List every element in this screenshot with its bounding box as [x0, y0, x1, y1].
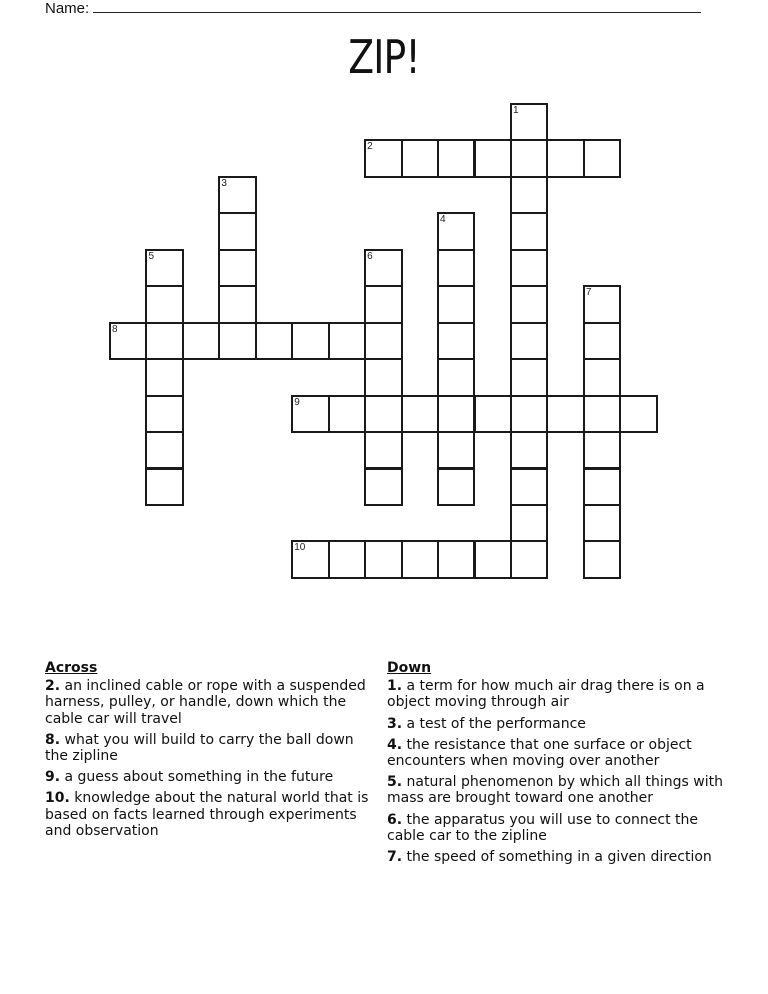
clue-text: the resistance that one surface or object encounters when moving over another: [387, 736, 692, 770]
grid-cell[interactable]: [145, 358, 183, 396]
grid-cell[interactable]: [583, 468, 621, 506]
clue-down-7: [387, 849, 732, 865]
grid-cell[interactable]: [218, 322, 256, 360]
grid-cell[interactable]: [437, 139, 475, 177]
grid-cell[interactable]: [510, 322, 548, 360]
grid-cell[interactable]: [364, 395, 402, 433]
grid-cell[interactable]: [328, 322, 366, 360]
grid-cell[interactable]: [546, 139, 584, 177]
cell-number: 6: [367, 250, 373, 262]
clue-across-2: [45, 678, 380, 727]
grid-cell[interactable]: [474, 395, 512, 433]
grid-cell[interactable]: [218, 212, 256, 250]
grid-cell[interactable]: [145, 431, 183, 469]
grid-cell[interactable]: [583, 395, 621, 433]
grid-cell[interactable]: [145, 395, 183, 433]
clue-down-6: [387, 812, 732, 844]
clue-text: the apparatus you will use to connect the cable car to the zipline: [387, 811, 699, 844]
grid-cell[interactable]: [364, 139, 402, 177]
grid-cell[interactable]: [145, 468, 183, 506]
grid-cell[interactable]: [474, 139, 512, 177]
grid-cell[interactable]: [583, 285, 621, 323]
clue-text: a guess about something in the future: [64, 769, 334, 786]
grid-cell[interactable]: [583, 540, 621, 578]
grid-cell[interactable]: [437, 540, 475, 578]
grid-cell[interactable]: [510, 103, 548, 141]
grid-cell[interactable]: [546, 395, 584, 433]
grid-cell[interactable]: [583, 139, 621, 177]
down-heading: Down: [387, 660, 432, 676]
grid-cell[interactable]: [510, 358, 548, 396]
clue-down-5: [387, 774, 732, 806]
grid-cell[interactable]: [583, 504, 621, 542]
grid-cell[interactable]: [291, 540, 329, 578]
grid-cell[interactable]: [364, 431, 402, 469]
grid-cell[interactable]: [401, 139, 439, 177]
grid-cell[interactable]: [364, 322, 402, 360]
clue-down-1: [387, 678, 732, 710]
page-title: ZIP!: [348, 30, 420, 84]
clue-text: a term for how much air drag there is on a object moving through air: [387, 678, 705, 711]
grid-cell[interactable]: [583, 358, 621, 396]
clue-number: 3.: [387, 715, 403, 732]
clue-number: 8.: [45, 731, 61, 748]
grid-cell[interactable]: [291, 322, 329, 360]
grid-cell[interactable]: [364, 468, 402, 506]
grid-cell[interactable]: [291, 395, 329, 433]
grid-cell[interactable]: [510, 395, 548, 433]
clue-number: 2.: [45, 678, 61, 695]
clue-across-8: [45, 732, 380, 764]
grid-cell[interactable]: [182, 322, 220, 360]
clue-text: a test of the performance: [406, 715, 586, 732]
grid-cell[interactable]: [619, 395, 657, 433]
grid-cell[interactable]: [364, 285, 402, 323]
across-clues: [45, 660, 380, 844]
clue-number: 6.: [387, 811, 403, 828]
grid-cell[interactable]: [510, 139, 548, 177]
grid-cell[interactable]: [437, 212, 475, 250]
clue-text: what you will build to carry the ball down the zipline: [45, 731, 354, 765]
grid-cell[interactable]: [583, 322, 621, 360]
grid-cell[interactable]: [583, 431, 621, 469]
clue-down-4: [387, 737, 732, 769]
grid-cell[interactable]: [218, 249, 256, 287]
clue-text: the speed of something in a given direction: [406, 849, 712, 866]
grid-cell[interactable]: [255, 322, 293, 360]
grid-cell[interactable]: [510, 468, 548, 506]
grid-cell[interactable]: [510, 249, 548, 287]
clue-number: 1.: [387, 678, 403, 695]
grid-cell[interactable]: [401, 540, 439, 578]
grid-cell[interactable]: [437, 431, 475, 469]
clue-across-10: [45, 790, 380, 839]
grid-cell[interactable]: [474, 540, 512, 578]
grid-cell[interactable]: [109, 322, 147, 360]
clue-text: natural phenomenon by which all things with mass are brought toward one another: [387, 774, 723, 807]
grid-cell[interactable]: [401, 395, 439, 433]
clue-number: 7.: [387, 849, 403, 866]
clue-text: an inclined cable or rope with a suspended harness, pulley, or handle, down which the cable car will travel: [45, 678, 366, 727]
grid-cell[interactable]: [218, 176, 256, 214]
grid-cell[interactable]: [218, 285, 256, 323]
grid-cell[interactable]: [328, 395, 366, 433]
grid-cell[interactable]: [437, 249, 475, 287]
grid-cell[interactable]: [510, 431, 548, 469]
grid-cell[interactable]: [145, 249, 183, 287]
cell-number: 8: [112, 323, 118, 335]
grid-cell[interactable]: [510, 285, 548, 323]
grid-cell[interactable]: [437, 395, 475, 433]
cell-number: 3: [221, 177, 227, 189]
clue-number: 9.: [45, 769, 61, 786]
grid-cell[interactable]: [510, 176, 548, 214]
cell-number: 5: [148, 250, 154, 262]
clue-down-3: [387, 716, 732, 732]
clue-number: 4.: [387, 736, 403, 753]
grid-cell[interactable]: [510, 212, 548, 250]
grid-cell[interactable]: [437, 358, 475, 396]
cell-number: 10: [294, 542, 306, 554]
name-label: Name:: [45, 0, 90, 17]
cell-number: 2: [367, 141, 373, 153]
cell-number: 4: [440, 214, 446, 226]
grid-cell[interactable]: [145, 285, 183, 323]
grid-cell[interactable]: [328, 540, 366, 578]
grid-cell[interactable]: [510, 504, 548, 542]
grid-cell[interactable]: [364, 540, 402, 578]
cell-number: 9: [294, 396, 300, 408]
grid-cell[interactable]: [145, 322, 183, 360]
grid-cell[interactable]: [437, 322, 475, 360]
across-heading: Across: [45, 660, 98, 676]
grid-cell[interactable]: [437, 468, 475, 506]
clue-number: 10.: [45, 790, 70, 807]
grid-cell[interactable]: [364, 249, 402, 287]
cell-number: 7: [585, 287, 592, 299]
clue-text: knowledge about the natural world that is based on facts learned through experiments and observation: [45, 790, 369, 839]
grid-cell[interactable]: [364, 358, 402, 396]
clue-across-9: [45, 769, 380, 785]
down-clues: [387, 660, 732, 870]
clue-number: 5.: [387, 774, 403, 791]
grid-cell[interactable]: [510, 540, 548, 578]
cell-number: 1: [512, 105, 519, 116]
grid-cell[interactable]: [437, 285, 475, 323]
